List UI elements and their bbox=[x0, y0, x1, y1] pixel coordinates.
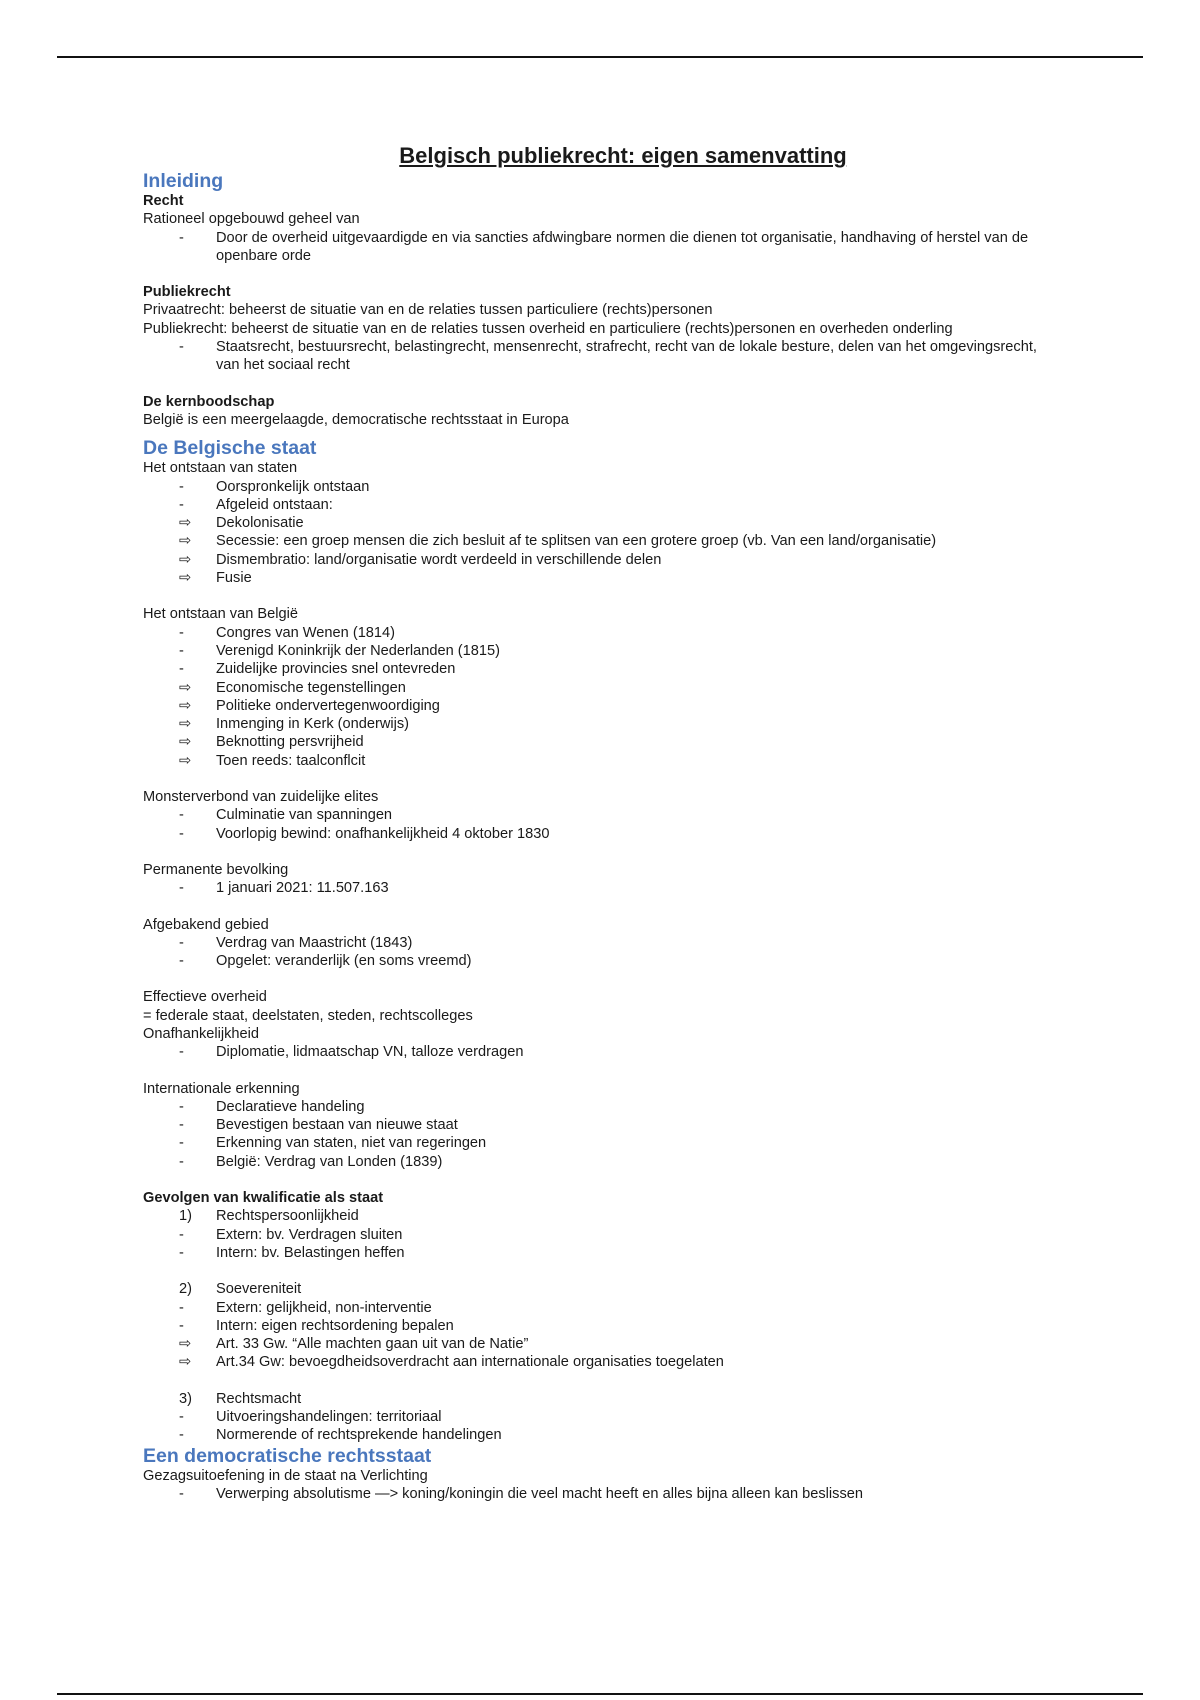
list-item-text: Culminatie van spanningen bbox=[216, 807, 393, 824]
list-item bbox=[143, 697, 1043, 715]
list-marker: - bbox=[179, 934, 184, 951]
list-item bbox=[143, 624, 1043, 642]
recht-text: Rationeel opgebouwd geheel van bbox=[143, 211, 360, 228]
list-marker: - bbox=[179, 1098, 184, 1115]
list-item-text: Bevestigen bestaan van nieuwe staat bbox=[216, 1117, 458, 1134]
list-item-text: Rechtsmacht bbox=[216, 1390, 302, 1407]
gebied-list bbox=[143, 934, 1043, 971]
list-item bbox=[143, 752, 1043, 770]
list-item-text: Verdrag van Maastricht (1843) bbox=[216, 934, 413, 951]
list-item-text: 1 januari 2021: 11.507.163 bbox=[216, 880, 389, 897]
subheading-kernboodschap: De kernboodschap bbox=[143, 393, 275, 410]
monsterverbond-title: Monsterverbond van zuidelijke elites bbox=[143, 789, 379, 806]
overheid-title: Effectieve overheid bbox=[143, 989, 267, 1006]
list-item-text: Verwerping absolutisme —> koning/koningin die veel macht heeft en alles bijna alleen kan beslissen bbox=[216, 1485, 863, 1502]
list-item-text: Extern: bv. Verdragen sluiten bbox=[216, 1226, 403, 1243]
list-item bbox=[143, 1299, 1043, 1317]
list-item-text: Dekolonisatie bbox=[216, 515, 304, 532]
list-item-text: Rechtspersoonlijkheid bbox=[216, 1208, 359, 1225]
list-marker: - bbox=[179, 1427, 184, 1444]
erkenning-list bbox=[143, 1098, 1043, 1171]
list-item bbox=[143, 679, 1043, 697]
list-marker: - bbox=[179, 339, 184, 356]
list-item-text: Door de overheid uitgevaardigde en via sancties afdwingbare normen die dienen tot organisatie, handhaving of herstel van de openbare orde bbox=[216, 229, 1029, 264]
list-item-text: Art. 33 Gw. “Alle machten gaan uit van de Natie” bbox=[216, 1336, 529, 1353]
ontstaan-staten-title: Het ontstaan van staten bbox=[143, 460, 298, 477]
list-item bbox=[143, 1280, 1043, 1298]
list-item-text: Declaratieve handeling bbox=[216, 1098, 365, 1115]
list-item-text: Art.34 Gw: bevoegdheidsoverdracht aan internationale organisaties toegelaten bbox=[216, 1354, 724, 1371]
list-item-text: Verenigd Koninkrijk der Nederlanden (1815) bbox=[216, 642, 500, 659]
kernboodschap-text: België is een meergelaagde, democratische rechtsstaat in Europa bbox=[143, 411, 569, 428]
list-marker: - bbox=[179, 478, 184, 495]
list-item bbox=[143, 1335, 1043, 1353]
list-item bbox=[143, 569, 1043, 587]
recht-list bbox=[143, 229, 1043, 266]
list-marker: - bbox=[179, 1117, 184, 1134]
list-marker: - bbox=[179, 624, 184, 641]
overheid-text: = federale staat, deelstaten, steden, rechtscolleges bbox=[143, 1007, 473, 1024]
list-item-text: Economische tegenstellingen bbox=[216, 679, 406, 696]
list-item bbox=[143, 806, 1043, 824]
heading-inleiding: Inleiding bbox=[143, 170, 224, 192]
list-item-text: Afgeleid ontstaan: bbox=[216, 496, 333, 513]
list-marker: - bbox=[179, 1317, 184, 1334]
gevolgen-list-2 bbox=[143, 1280, 1043, 1371]
list-marker: ⇨ bbox=[179, 679, 192, 696]
list-item bbox=[143, 1426, 1043, 1444]
list-item-text: Opgelet: veranderlijk (en soms vreemd) bbox=[216, 953, 472, 970]
list-item bbox=[143, 1043, 1043, 1061]
list-item-text: Erkenning van staten, niet van regeringen bbox=[216, 1135, 487, 1152]
list-item bbox=[143, 532, 1043, 550]
list-item-text: Staatsrecht, bestuursrecht, belastingrecht, mensenrecht, strafrecht, recht van de lokale besture, delen van het omgevingsrecht, van het sociaal recht bbox=[216, 339, 1037, 374]
list-marker: - bbox=[179, 807, 184, 824]
list-marker: ⇨ bbox=[179, 697, 192, 714]
list-item-text: Intern: eigen rechtsordening bepalen bbox=[216, 1317, 454, 1334]
ontstaan-staten-list bbox=[143, 478, 1043, 588]
publiekrecht-text: Publiekrecht: beheerst de situatie van en de relaties tussen overheid en particuliere (rechts)personen en overheden onderling bbox=[143, 320, 953, 337]
list-marker: - bbox=[179, 661, 184, 678]
onafhankelijkheid-list bbox=[143, 1043, 1043, 1061]
list-marker: 2) bbox=[179, 1281, 192, 1298]
list-item-text: Soevereniteit bbox=[216, 1281, 302, 1298]
list-marker: - bbox=[179, 1299, 184, 1316]
subheading-gevolgen: Gevolgen van kwalificatie als staat bbox=[143, 1190, 384, 1207]
list-marker: 1) bbox=[179, 1208, 192, 1225]
list-marker: ⇨ bbox=[179, 752, 192, 769]
bevolking-list bbox=[143, 879, 1043, 897]
list-item bbox=[143, 715, 1043, 733]
list-marker: - bbox=[179, 1226, 184, 1243]
privaatrecht-text: Privaatrecht: beheerst de situatie van en de relaties tussen particuliere (rechts)personen bbox=[143, 302, 713, 319]
onafhankelijkheid-title: Onafhankelijkheid bbox=[143, 1025, 260, 1042]
list-item bbox=[143, 1485, 1043, 1503]
list-item bbox=[143, 934, 1043, 952]
list-item-text: Voorlopig bewind: onafhankelijkheid 4 oktober 1830 bbox=[216, 825, 550, 842]
list-item bbox=[143, 1244, 1043, 1262]
list-marker: ⇨ bbox=[179, 734, 192, 751]
list-marker: - bbox=[179, 1485, 184, 1502]
list-item bbox=[143, 496, 1043, 514]
list-item bbox=[143, 1207, 1043, 1225]
list-item bbox=[143, 229, 1043, 266]
subheading-recht: Recht bbox=[143, 193, 184, 209]
list-item-text: Politieke ondervertegenwoordiging bbox=[216, 697, 440, 714]
list-item bbox=[143, 952, 1043, 970]
document-title: Belgisch publiekrecht: eigen samenvatting bbox=[399, 143, 847, 168]
list-item bbox=[143, 1390, 1043, 1408]
list-marker: - bbox=[179, 1153, 184, 1170]
list-item-text: Intern: bv. Belastingen heffen bbox=[216, 1244, 405, 1261]
list-item-text: België: Verdrag van Londen (1839) bbox=[216, 1153, 443, 1170]
list-item bbox=[143, 1408, 1043, 1426]
erkenning-title: Internationale erkenning bbox=[143, 1080, 300, 1097]
list-item-text: Fusie bbox=[216, 570, 252, 587]
list-item bbox=[143, 1317, 1043, 1335]
publiekrecht-list bbox=[143, 338, 1043, 375]
list-item bbox=[143, 733, 1043, 751]
list-marker: - bbox=[179, 1044, 184, 1061]
list-item-text: Zuidelijke provincies snel ontevreden bbox=[216, 661, 456, 678]
list-marker: - bbox=[179, 496, 184, 513]
list-marker: ⇨ bbox=[179, 716, 192, 733]
list-marker: ⇨ bbox=[179, 515, 192, 532]
list-marker: - bbox=[179, 1409, 184, 1426]
rechtsstaat-text: Gezagsuitoefening in de staat na Verlichting bbox=[143, 1467, 428, 1484]
list-marker: - bbox=[179, 825, 184, 842]
list-item bbox=[143, 1153, 1043, 1171]
document-page bbox=[143, 142, 1043, 1503]
list-item bbox=[143, 551, 1043, 569]
list-item bbox=[143, 642, 1043, 660]
list-marker: - bbox=[179, 229, 184, 246]
top-rule bbox=[57, 56, 1143, 58]
heading-belgische-staat: De Belgische staat bbox=[143, 437, 317, 460]
list-item bbox=[143, 1353, 1043, 1371]
list-item-text: Oorspronkelijk ontstaan bbox=[216, 478, 370, 495]
monsterverbond-list bbox=[143, 806, 1043, 843]
list-item-text: Congres van Wenen (1814) bbox=[216, 624, 396, 641]
list-marker: - bbox=[179, 953, 184, 970]
list-item bbox=[143, 514, 1043, 532]
list-marker: - bbox=[179, 880, 184, 897]
list-item bbox=[143, 1098, 1043, 1116]
list-item-text: Extern: gelijkheid, non-interventie bbox=[216, 1299, 432, 1316]
list-item bbox=[143, 660, 1043, 678]
list-marker: ⇨ bbox=[179, 551, 192, 568]
list-marker: ⇨ bbox=[179, 570, 192, 587]
list-item-text: Secessie: een groep mensen die zich besluit af te splitsen van een grotere groep (vb. Van een land/organisatie) bbox=[216, 533, 937, 550]
ontstaan-belgie-title: Het ontstaan van België bbox=[143, 606, 298, 623]
heading-rechtsstaat: Een democratische rechtsstaat bbox=[143, 1444, 432, 1467]
list-item-text: Dismembratio: land/organisatie wordt verdeeld in verschillende delen bbox=[216, 551, 662, 568]
list-item-text: Toen reeds: taalconflcit bbox=[216, 752, 366, 769]
list-item-text: Inmenging in Kerk (onderwijs) bbox=[216, 716, 410, 733]
list-marker: ⇨ bbox=[179, 533, 192, 550]
list-item-text: Uitvoeringshandelingen: territoriaal bbox=[216, 1409, 442, 1426]
ontstaan-belgie-list bbox=[143, 624, 1043, 770]
bevolking-title: Permanente bevolking bbox=[143, 861, 289, 878]
list-marker: - bbox=[179, 642, 184, 659]
list-item bbox=[143, 338, 1043, 375]
subheading-publiekrecht: Publiekrecht bbox=[143, 284, 231, 301]
list-item bbox=[143, 478, 1043, 496]
list-marker: ⇨ bbox=[179, 1336, 192, 1353]
list-item bbox=[143, 1226, 1043, 1244]
list-marker: 3) bbox=[179, 1390, 192, 1407]
list-item-text: Normerende of rechtsprekende handelingen bbox=[216, 1427, 502, 1444]
list-item bbox=[143, 825, 1043, 843]
gevolgen-list-3 bbox=[143, 1390, 1043, 1445]
bottom-rule bbox=[57, 1693, 1143, 1695]
gevolgen-list-1 bbox=[143, 1207, 1043, 1262]
list-marker: - bbox=[179, 1244, 184, 1261]
list-item-text: Diplomatie, lidmaatschap VN, talloze verdragen bbox=[216, 1044, 524, 1061]
rechtsstaat-list bbox=[143, 1485, 1043, 1503]
list-item bbox=[143, 1134, 1043, 1152]
list-marker: - bbox=[179, 1135, 184, 1152]
gebied-title: Afgebakend gebied bbox=[143, 916, 269, 933]
list-item bbox=[143, 879, 1043, 897]
list-item bbox=[143, 1116, 1043, 1134]
list-marker: ⇨ bbox=[179, 1354, 192, 1371]
list-item-text: Beknotting persvrijheid bbox=[216, 734, 364, 751]
